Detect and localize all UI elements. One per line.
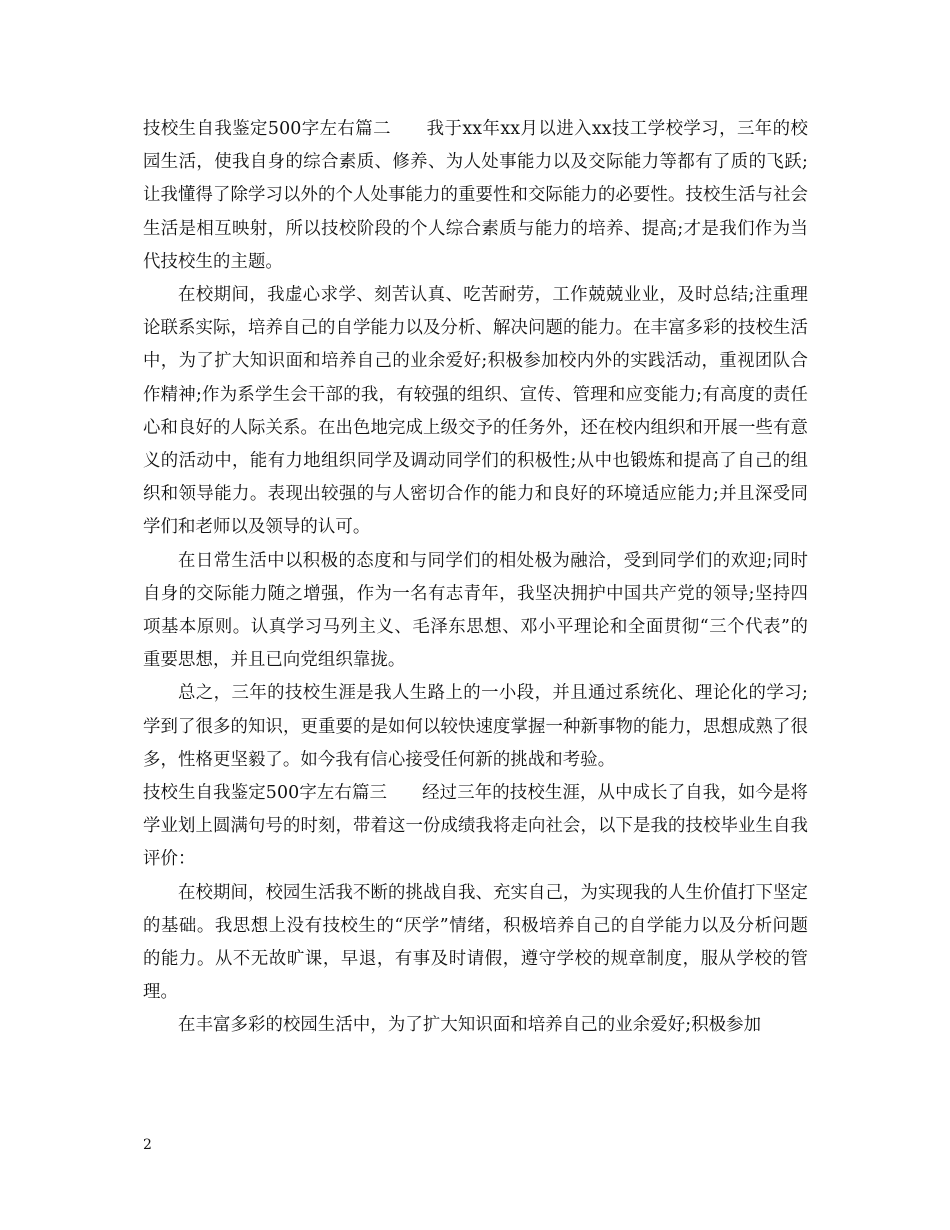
paragraph-6: 在校期间，校园生活我不断的挑战自我、充实自己，为实现我的人生价值打下坚定的基础。我思想上没有技校生的“厌学”情绪，积极培养自己的自学能力以及分析问题的能力。从不无故旷课，早退，有事及时请假，遵守学校的规章制度，服从学校的管理。 [143, 882, 808, 1003]
paragraph-2: 在校期间，我虚心求学、刻苦认真、吃苦耐劳，工作兢兢业业，及时总结;注重理论联系实际，培养自己的自学能力以及分析、解决问题的能力。在丰富多彩的技校生活中，为了扩大知识面和培养自己的业余爱好;积极参加校内外的实践活动，重视团队合作精神;作为系学生会干部的我，有较强的组织、宣传、管理和应变能力;有高度的责任心和良好的人际关系。在出色地完成上级交予的任务外，还在校内组织和开展一些有意义的活动中，能有力地组织同学及调动同学们的积极性;从中也锻炼和提高了自己的组织和领导能力。表现出较强的与人密切合作的能力和良好的环境适应能力;并且深受同学们和老师以及领导的认可。 [143, 285, 808, 538]
page-number: 2 [143, 1137, 152, 1153]
document-body [143, 113, 808, 1043]
paragraph-5: 技校生自我鉴定500字左右篇三 经过三年的技校生涯，从中成长了自我，如今是将学业划上圆满句号的时刻，带着这一份成绩我将走向社会，以下是我的技校毕业生自我评价： [143, 783, 808, 870]
paragraph-4: 总之，三年的技校生涯是我人生路上的一小段，并且通过系统化、理论化的学习;学到了很多的知识，更重要的是如何以较快速度掌握一种新事物的能力，思想成熟了很多，性格更坚毅了。如今我有信心接受任何新的挑战和考验。 [143, 683, 808, 770]
paragraph-7: 在丰富多彩的校园生活中，为了扩大知识面和培养自己的业余爱好;积极参加 [178, 1015, 762, 1036]
paragraph-3: 在日常生活中以积极的态度和与同学们的相处极为融洽，受到同学们的欢迎;同时自身的交际能力随之增强，作为一名有志青年，我坚决拥护中国共产党的领导;坚持四项基本原则。认真学习马列主义、毛泽东思想、邓小平理论和全面贯彻“三个代表”的重要思想，并且已向党组织靠拢。 [143, 550, 808, 671]
paragraph-1: 技校生自我鉴定500字左右篇二 我于xx年xx月以进入xx技工学校学习，三年的校园生活，使我自身的综合素质、修养、为人处事能力以及交际能力等都有了质的飞跃;让我懂得了除学习以外的个人处事能力的重要性和交际能力的必要性。技校生活与社会生活是相互映射，所以技校阶段的个人综合素质与能力的培养、提高;才是我们作为当代技校生的主题。 [143, 119, 808, 272]
